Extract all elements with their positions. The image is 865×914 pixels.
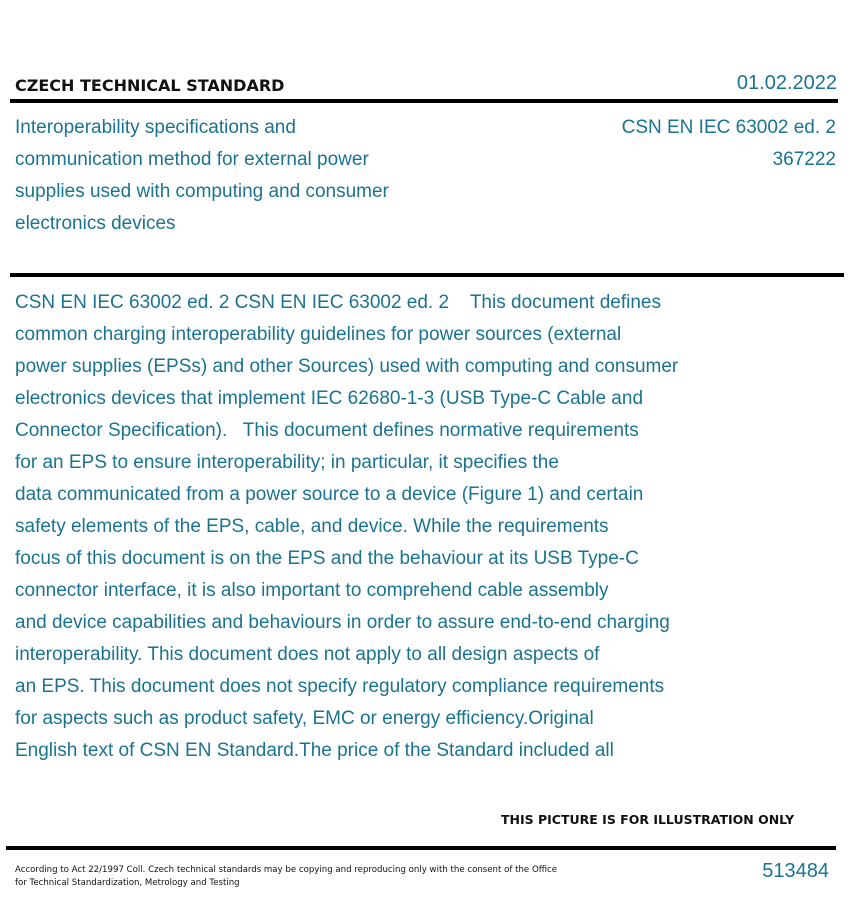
title-line: communication method for external power [15,149,369,170]
abstract-line: and device capabilities and behaviours in order to assure end-to-end charging [15,612,670,633]
abstract-line: interoperability. This document does not apply to all design aspects of [15,644,600,665]
standard-reference [622,112,836,176]
abstract-line: English text of CSN EN Standard.The price of the Standard included all [15,740,614,761]
title-line: Interoperability specifications and [15,117,296,138]
abstract-line: for aspects such as product safety, EMC or energy efficiency.Original [15,708,594,729]
header-divider [10,99,838,103]
abstract-line: for an EPS to ensure interoperability; in particular, it specifies the [15,452,559,473]
document-abstract [15,287,775,767]
abstract-line: safety elements of the EPS, cable, and device. While the requirements [15,516,609,537]
title-line: supplies used with computing and consumer [15,181,389,202]
standard-code: CSN EN IEC 63002 ed. 2 [621,117,836,138]
abstract-line: Connector Specification). This document defines normative requirements [15,420,639,441]
abstract-line: common charging interoperability guidelines for power sources (external [15,324,622,345]
abstract-line: power supplies (EPSs) and other Sources) used with computing and consumer [15,356,679,377]
abstract-line: data communicated from a power source to a device (Figure 1) and certain [15,484,644,505]
document-id: 513484 [762,860,829,882]
abstract-line: focus of this document is on the EPS and the behaviour at its USB Type-C [15,548,639,569]
illustration-notice: THIS PICTURE IS FOR ILLUSTRATION ONLY [501,812,795,827]
copyright-line: According to Act 22/1997 Coll. Czech technical standards may be copying and reproducing only with the consent of the Office [15,865,558,875]
document-type-label: CZECH TECHNICAL STANDARD [15,76,285,95]
abstract-line: an EPS. This document does not specify regulatory compliance requirements [15,676,665,697]
copyright-notice [15,864,585,890]
standard-title [15,112,455,240]
abstract-line: electronics devices that implement IEC 62680-1-3 (USB Type-C Cable and [15,388,644,409]
abstract-line: connector interface, it is also important to comprehend cable assembly [15,580,609,601]
title-line: electronics devices [15,213,176,234]
footer-divider [6,846,836,850]
title-divider [10,273,844,277]
standard-number: 367222 [772,149,836,170]
publication-date: 01.02.2022 [736,72,837,94]
abstract-line: CSN EN IEC 63002 ed. 2 CSN EN IEC 63002 ed. 2 This document defines [15,292,661,313]
copyright-line: for Technical Standardization, Metrology and Testing [15,878,240,888]
